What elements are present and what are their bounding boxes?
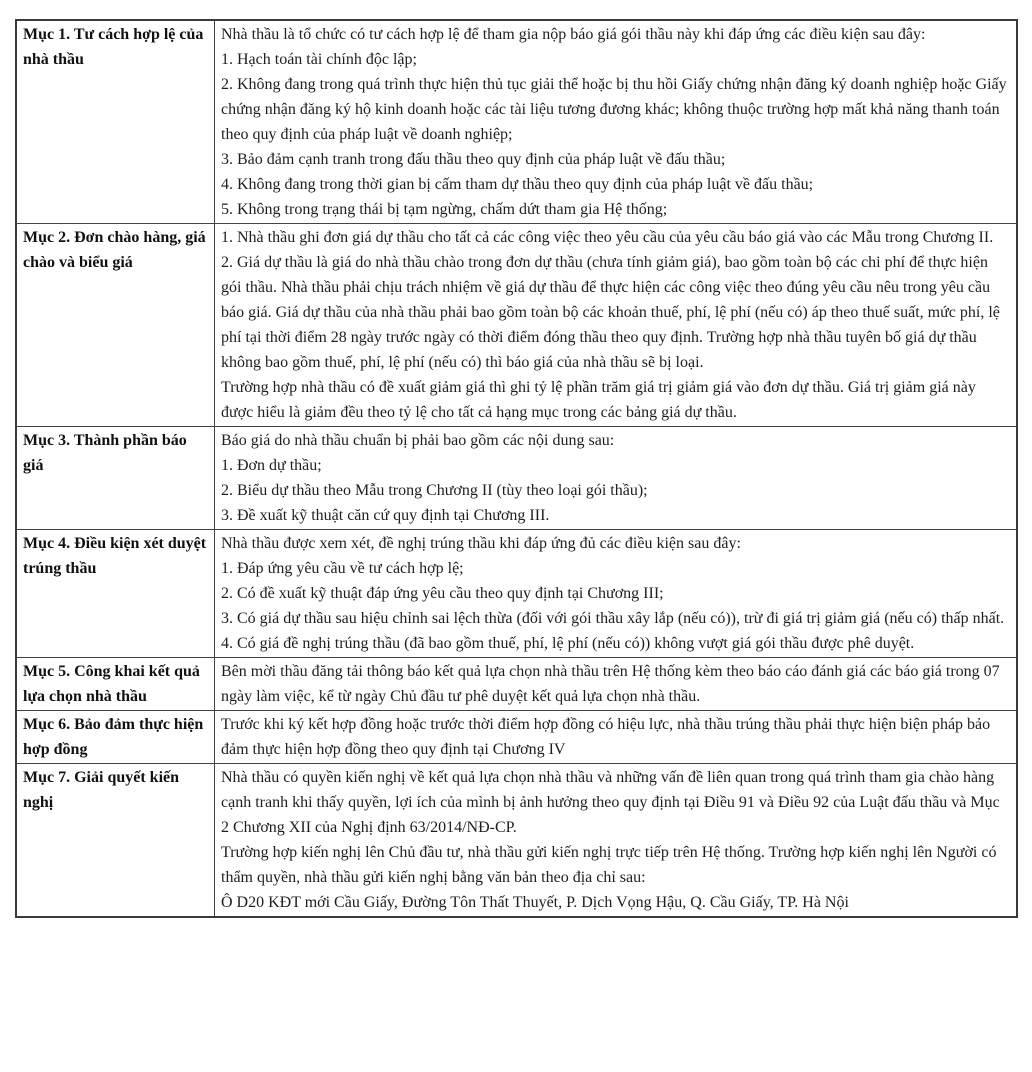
section-content (215, 427, 1018, 530)
table-row (16, 224, 1017, 427)
content-line: Trước khi ký kết hợp đồng hoặc trước thời điểm hợp đồng có hiệu lực, nhà thầu trúng thầu phải thực hiện biện pháp bảo đảm thực hiện hợp đồng theo quy định tại Chương IV (221, 716, 991, 758)
content-line: 1. Đáp ứng yêu cầu về tư cách hợp lệ; (221, 560, 464, 577)
content-line: 1. Đơn dự thầu; (221, 457, 322, 474)
section-title: Mục 2. Đơn chào hàng, giá chào và biểu giá (16, 224, 215, 427)
table-row (16, 711, 1017, 764)
table-row (16, 20, 1017, 224)
section-title: Mục 6. Bảo đảm thực hiện hợp đồng (16, 711, 215, 764)
content-line: Bên mời thầu đăng tải thông báo kết quả lựa chọn nhà thầu trên Hệ thống kèm theo báo cáo đánh giá các báo giá trong 07 ngày làm việc, kể từ ngày Chủ đầu tư phê duyệt kết quả lựa chọn nhà thầu. (221, 663, 1000, 705)
content-line: 4. Không đang trong thời gian bị cấm tham dự thầu theo quy định của pháp luật về đấu thầu; (221, 176, 814, 193)
content-line: 2. Biểu dự thầu theo Mẫu trong Chương II (tùy theo loại gói thầu); (221, 482, 648, 499)
content-line: Nhà thầu được xem xét, đề nghị trúng thầu khi đáp ứng đủ các điều kiện sau đây: (221, 535, 741, 552)
content-line: Trường hợp kiến nghị lên Chủ đầu tư, nhà thầu gửi kiến nghị trực tiếp trên Hệ thống. Trường hợp kiến nghị lên Người có thẩm quyền, nhà thầu gửi kiến nghị bằng văn bản theo địa chỉ sau: (221, 844, 997, 886)
section-content (215, 658, 1018, 711)
content-line: 2. Không đang trong quá trình thực hiện thủ tục giải thể hoặc bị thu hồi Giấy chứng nhận đăng ký doanh nghiệp hoặc Giấy chứng nhận đăng ký hộ kinh doanh hoặc các tài liệu tương đương khác; không thuộc trường hợp mất khả năng thanh toán theo quy định của pháp luật về doanh nghiệp; (221, 76, 1007, 143)
content-line: Nhà thầu là tổ chức có tư cách hợp lệ để tham gia nộp báo giá gói thầu này khi đáp ứng các điều kiện sau đây: (221, 26, 926, 43)
content-line: 3. Đề xuất kỹ thuật căn cứ quy định tại Chương III. (221, 507, 550, 524)
section-content (215, 764, 1018, 918)
content-line: 2. Giá dự thầu là giá do nhà thầu chào trong đơn dự thầu (chưa tính giảm giá), bao gồm toàn bộ các chi phí để thực hiện gói thầu. Nhà thầu phải chịu trách nhiệm về giá dự thầu để thực hiện các công việc theo đúng yêu cầu nêu trong yêu cầu báo giá. Giá dự thầu của nhà thầu phải bao gồm toàn bộ các khoản thuế, phí, lệ phí (nếu có) áp theo thuế suất, mức phí, lệ phí tại thời điểm 28 ngày trước ngày có thời điểm đóng thầu theo quy định. Trường hợp nhà thầu tuyên bố giá dự thầu không bao gồm thuế, phí, lệ phí (nếu có) thì báo giá của nhà thầu sẽ bị loại. (221, 254, 1000, 371)
table-row (16, 658, 1017, 711)
content-line: 5. Không trong trạng thái bị tạm ngừng, chấm dứt tham gia Hệ thống; (221, 201, 668, 218)
table-row (16, 530, 1017, 658)
table-row (16, 427, 1017, 530)
section-title: Mục 3. Thành phần báo giá (16, 427, 215, 530)
content-line: Nhà thầu có quyền kiến nghị về kết quả lựa chọn nhà thầu và những vấn đề liên quan trong quá trình tham gia chào hàng cạnh tranh khi thấy quyền, lợi ích của mình bị ảnh hưởng theo quy định tại Điều 91 và Điều 92 của Luật đấu thầu và Mục 2 Chương XII của Nghị định 63/2014/NĐ-CP. (221, 769, 1000, 836)
content-line: 3. Có giá dự thầu sau hiệu chỉnh sai lệch thừa (đối với gói thầu xây lắp (nếu có)), trừ đi giá trị giảm giá (nếu có) thấp nhất. (221, 610, 1005, 627)
content-line: Trường hợp nhà thầu có đề xuất giảm giá thì ghi tỷ lệ phần trăm giá trị giảm giá vào đơn dự thầu. Giá trị giảm giá này được hiểu là giảm đều theo tỷ lệ cho tất cả hạng mục trong các bảng giá dự thầu. (221, 379, 976, 421)
content-line: 4. Có giá đề nghị trúng thầu (đã bao gồm thuế, phí, lệ phí (nếu có)) không vượt giá gói thầu được phê duyệt. (221, 635, 915, 652)
section-title: Mục 1. Tư cách hợp lệ của nhà thầu (16, 20, 215, 224)
section-title: Mục 7. Giải quyết kiến nghị (16, 764, 215, 918)
table-row (16, 764, 1017, 918)
section-title: Mục 5. Công khai kết quả lựa chọn nhà thầu (16, 658, 215, 711)
section-content (215, 711, 1018, 764)
section-content (215, 224, 1018, 427)
content-line: 2. Có đề xuất kỹ thuật đáp ứng yêu cầu theo quy định tại Chương III; (221, 585, 664, 602)
section-content (215, 20, 1018, 224)
content-line: 3. Bảo đảm cạnh tranh trong đấu thầu theo quy định của pháp luật về đấu thầu; (221, 151, 726, 168)
content-line: 1. Hạch toán tài chính độc lập; (221, 51, 417, 68)
requirements-table (15, 19, 1018, 918)
content-line: 1. Nhà thầu ghi đơn giá dự thầu cho tất cả các công việc theo yêu cầu của yêu cầu báo giá vào các Mẫu trong Chương II. (221, 229, 994, 246)
content-line: Ô D20 KĐT mới Cầu Giấy, Đường Tôn Thất Thuyết, P. Dịch Vọng Hậu, Q. Cầu Giấy, TP. Hà Nội (221, 894, 849, 911)
section-title: Mục 4. Điều kiện xét duyệt trúng thầu (16, 530, 215, 658)
section-content (215, 530, 1018, 658)
content-line: Báo giá do nhà thầu chuẩn bị phải bao gồm các nội dung sau: (221, 432, 615, 449)
